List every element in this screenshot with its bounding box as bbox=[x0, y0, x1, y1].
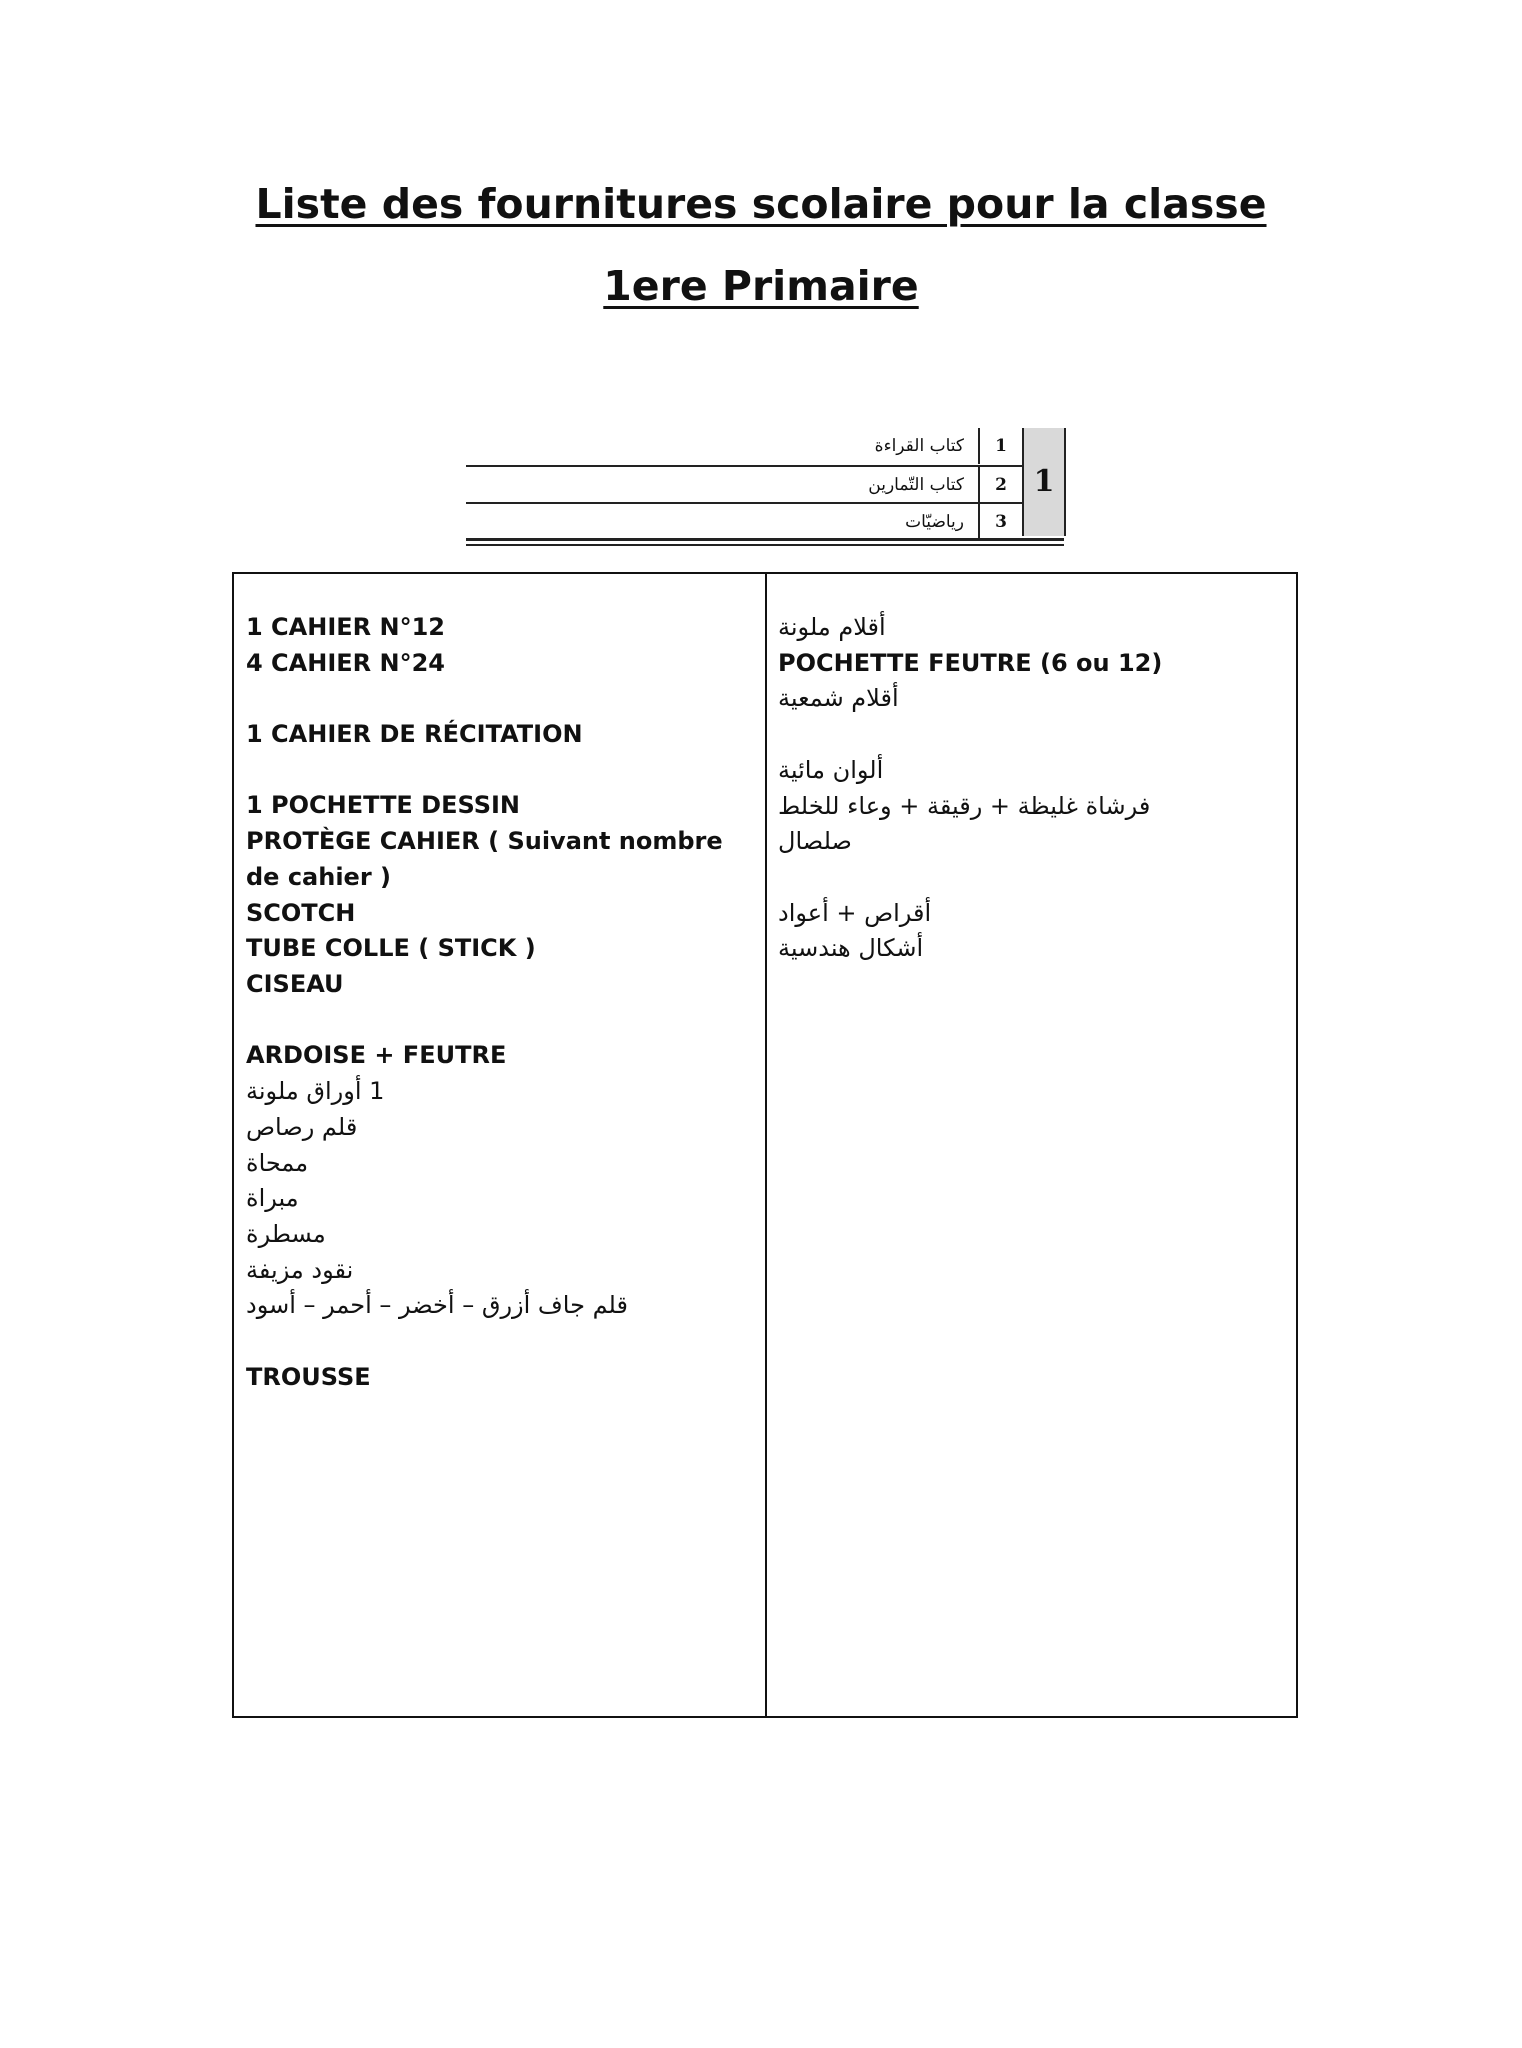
supply-item: أقراص + أعواد bbox=[778, 898, 932, 927]
table-rule bbox=[466, 538, 1064, 541]
supply-item: PROTÈGE CAHIER ( Suivant nombre de cahier ) bbox=[246, 827, 723, 891]
supply-item: SCOTCH bbox=[246, 898, 356, 927]
supply-item: 1 أوراق ملونة bbox=[246, 1077, 385, 1106]
supply-item: قلم جاف أزرق – أخضر – أحمر – أسود bbox=[246, 1291, 628, 1320]
class-subtitle: 1ere Primaire bbox=[603, 262, 919, 310]
spacer bbox=[246, 1324, 751, 1360]
book-number: 2 bbox=[978, 467, 1022, 503]
spacer bbox=[246, 681, 751, 717]
supply-item: أقلام ملونة bbox=[778, 613, 886, 641]
spacer bbox=[778, 860, 1278, 896]
supply-item: CISEAU bbox=[246, 970, 344, 998]
supply-item: نقود مزيفة bbox=[246, 1255, 354, 1284]
supply-item: مسطرة bbox=[246, 1219, 326, 1248]
supply-item: ممحاة bbox=[246, 1148, 309, 1177]
supply-item: TUBE COLLE ( STICK ) bbox=[246, 934, 536, 963]
book-name: كتاب التّمارين bbox=[868, 475, 964, 495]
supply-item: فرشاة غليظة + رقيقة + وعاء للخلط bbox=[778, 791, 1151, 820]
books-table bbox=[466, 428, 1064, 536]
page-title: Liste des fournitures scolaire pour la classe bbox=[255, 180, 1267, 228]
book-row bbox=[466, 428, 1022, 464]
supply-item: أشكال هندسية bbox=[778, 934, 924, 963]
book-name: رياضيّات bbox=[905, 512, 964, 532]
supply-item: ألوان مائية bbox=[778, 755, 884, 784]
spacer bbox=[246, 1003, 751, 1039]
table-rule bbox=[466, 544, 1064, 546]
supply-item: صلصال bbox=[778, 827, 852, 856]
supply-item: ARDOISE + FEUTRE bbox=[246, 1041, 507, 1070]
supply-item: TROUSSE bbox=[246, 1362, 371, 1391]
supply-item: 4 CAHIER N°24 bbox=[246, 648, 445, 677]
book-row bbox=[466, 465, 1022, 503]
book-row bbox=[466, 502, 1022, 540]
supplies-left-column bbox=[246, 610, 751, 1395]
spacer bbox=[246, 753, 751, 789]
supply-item: أقلام شمعية bbox=[778, 684, 899, 713]
column-divider bbox=[765, 574, 767, 1716]
supply-item: مبراة bbox=[246, 1184, 299, 1213]
supply-item: 1 POCHETTE DESSIN bbox=[246, 791, 521, 820]
grade-cell: 1 bbox=[1022, 428, 1066, 536]
supplies-table bbox=[232, 572, 1298, 1718]
supply-item: POCHETTE FEUTRE (6 ou 12) bbox=[778, 648, 1163, 677]
book-name: كتاب القراءة bbox=[874, 436, 964, 456]
spacer bbox=[778, 717, 1278, 753]
supply-item: 1 CAHIER DE RÉCITATION bbox=[246, 720, 583, 749]
supply-item: 1 CAHIER N°12 bbox=[246, 613, 445, 641]
book-number: 1 bbox=[978, 428, 1022, 464]
supplies-right-column bbox=[778, 610, 1278, 967]
supply-item: قلم رصاص bbox=[246, 1112, 358, 1141]
book-number: 3 bbox=[978, 504, 1022, 540]
